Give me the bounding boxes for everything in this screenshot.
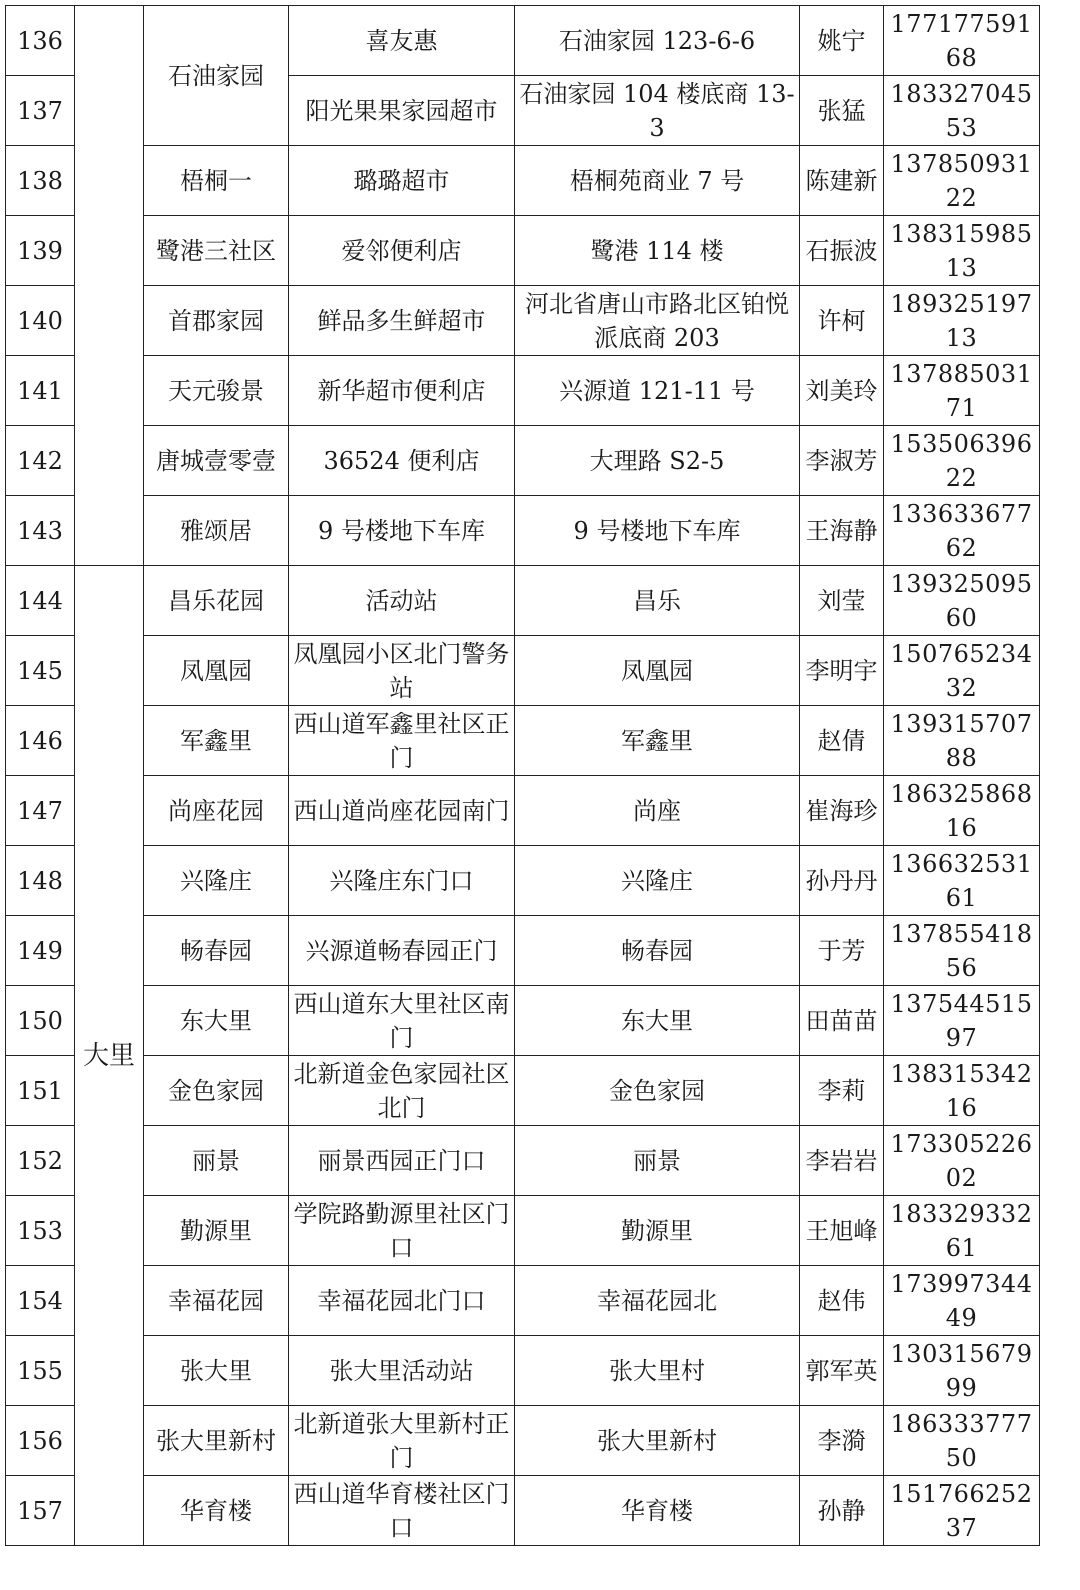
- site-cell: 张大里活动站: [289, 1336, 515, 1406]
- phone-cell: 13663253161: [884, 846, 1040, 916]
- phone-cell: 15176625237: [884, 1476, 1040, 1546]
- table-row: [6, 286, 1040, 356]
- table-row: [6, 426, 1040, 496]
- contact-name-cell: 刘美玲: [800, 356, 884, 426]
- contact-name-cell: 石振波: [800, 216, 884, 286]
- address-cell: 丽景: [515, 1126, 800, 1196]
- community-cell: 鹭港三社区: [144, 216, 289, 286]
- row-number-cell: 153: [6, 1196, 75, 1266]
- table-row: [6, 846, 1040, 916]
- table-row: [6, 916, 1040, 986]
- area-cell: [75, 6, 144, 566]
- table-row: [6, 776, 1040, 846]
- table-row: [6, 1336, 1040, 1406]
- contact-name-cell: 李漪: [800, 1406, 884, 1476]
- community-cell: 首郡家园: [144, 286, 289, 356]
- contact-name-cell: 孙静: [800, 1476, 884, 1546]
- document-page: [5, 5, 1040, 1546]
- row-number-cell: 150: [6, 986, 75, 1056]
- address-cell: 昌乐: [515, 566, 800, 636]
- area-cell: 大里: [75, 566, 144, 1546]
- row-number-cell: 157: [6, 1476, 75, 1546]
- address-cell: 石油家园 104 楼底商 13-3: [515, 76, 800, 146]
- contact-name-cell: 王海静: [800, 496, 884, 566]
- site-cell: 爱邻便利店: [289, 216, 515, 286]
- community-cell: 丽景: [144, 1126, 289, 1196]
- contact-name-cell: 王旭峰: [800, 1196, 884, 1266]
- site-cell: 新华超市便利店: [289, 356, 515, 426]
- row-number-cell: 144: [6, 566, 75, 636]
- community-cell: 天元骏景: [144, 356, 289, 426]
- table-row: [6, 6, 1040, 76]
- site-cell: 北新道金色家园社区北门: [289, 1056, 515, 1126]
- community-cell: 昌乐花园: [144, 566, 289, 636]
- community-cell: 华育楼: [144, 1476, 289, 1546]
- table-row: [6, 1196, 1040, 1266]
- site-cell: 活动站: [289, 566, 515, 636]
- contact-name-cell: 陈建新: [800, 146, 884, 216]
- address-cell: 金色家园: [515, 1056, 800, 1126]
- row-number-cell: 137: [6, 76, 75, 146]
- address-cell: 军鑫里: [515, 706, 800, 776]
- table-row: [6, 356, 1040, 426]
- contact-name-cell: 李莉: [800, 1056, 884, 1126]
- community-cell: 畅春园: [144, 916, 289, 986]
- table-row: [6, 146, 1040, 216]
- phone-cell: 18633377750: [884, 1406, 1040, 1476]
- site-cell: 璐璐超市: [289, 146, 515, 216]
- row-number-cell: 147: [6, 776, 75, 846]
- table-row: [6, 1406, 1040, 1476]
- contact-name-cell: 崔海珍: [800, 776, 884, 846]
- site-table: [5, 5, 1040, 1546]
- row-number-cell: 155: [6, 1336, 75, 1406]
- address-cell: 张大里村: [515, 1336, 800, 1406]
- row-number-cell: 142: [6, 426, 75, 496]
- row-number-cell: 154: [6, 1266, 75, 1336]
- site-cell: 36524 便利店: [289, 426, 515, 496]
- contact-name-cell: 田苗苗: [800, 986, 884, 1056]
- address-cell: 鹭港 114 楼: [515, 216, 800, 286]
- address-cell: 凤凰园: [515, 636, 800, 706]
- table-row: [6, 706, 1040, 776]
- contact-name-cell: 姚宁: [800, 6, 884, 76]
- community-cell: 石油家园: [144, 6, 289, 146]
- phone-cell: 13754451597: [884, 986, 1040, 1056]
- site-cell: 西山道华育楼社区门口: [289, 1476, 515, 1546]
- phone-cell: 13788503171: [884, 356, 1040, 426]
- row-number-cell: 136: [6, 6, 75, 76]
- phone-cell: 15076523432: [884, 636, 1040, 706]
- contact-name-cell: 许柯: [800, 286, 884, 356]
- address-cell: 兴源道 121-11 号: [515, 356, 800, 426]
- table-row: [6, 496, 1040, 566]
- contact-name-cell: 孙丹丹: [800, 846, 884, 916]
- site-cell: 西山道东大里社区南门: [289, 986, 515, 1056]
- table-row: [6, 1126, 1040, 1196]
- site-cell: 兴源道畅春园正门: [289, 916, 515, 986]
- community-cell: 唐城壹零壹: [144, 426, 289, 496]
- phone-cell: 18932519713: [884, 286, 1040, 356]
- contact-name-cell: 于芳: [800, 916, 884, 986]
- row-number-cell: 141: [6, 356, 75, 426]
- phone-cell: 18332704553: [884, 76, 1040, 146]
- table-row: [6, 1476, 1040, 1546]
- phone-cell: 17717759168: [884, 6, 1040, 76]
- phone-cell: 17330522602: [884, 1126, 1040, 1196]
- site-cell: 阳光果果家园超市: [289, 76, 515, 146]
- phone-cell: 13785093122: [884, 146, 1040, 216]
- table-row: [6, 986, 1040, 1056]
- address-cell: 幸福花园北: [515, 1266, 800, 1336]
- phone-cell: 13932509560: [884, 566, 1040, 636]
- community-cell: 东大里: [144, 986, 289, 1056]
- contact-name-cell: 赵伟: [800, 1266, 884, 1336]
- row-number-cell: 139: [6, 216, 75, 286]
- contact-name-cell: 李明宇: [800, 636, 884, 706]
- site-cell: 鲜品多生鲜超市: [289, 286, 515, 356]
- address-cell: 张大里新村: [515, 1406, 800, 1476]
- site-cell: 丽景西园正门口: [289, 1126, 515, 1196]
- row-number-cell: 156: [6, 1406, 75, 1476]
- table-row: [6, 566, 1040, 636]
- address-cell: 兴隆庄: [515, 846, 800, 916]
- community-cell: 兴隆庄: [144, 846, 289, 916]
- community-cell: 梧桐一: [144, 146, 289, 216]
- community-cell: 勤源里: [144, 1196, 289, 1266]
- site-cell: 学院路勤源里社区门口: [289, 1196, 515, 1266]
- row-number-cell: 151: [6, 1056, 75, 1126]
- community-cell: 尚座花园: [144, 776, 289, 846]
- contact-name-cell: 张猛: [800, 76, 884, 146]
- site-cell: 西山道尚座花园南门: [289, 776, 515, 846]
- address-cell: 华育楼: [515, 1476, 800, 1546]
- phone-cell: 13785541856: [884, 916, 1040, 986]
- address-cell: 畅春园: [515, 916, 800, 986]
- row-number-cell: 146: [6, 706, 75, 776]
- row-number-cell: 143: [6, 496, 75, 566]
- community-cell: 金色家园: [144, 1056, 289, 1126]
- address-cell: 尚座: [515, 776, 800, 846]
- community-cell: 幸福花园: [144, 1266, 289, 1336]
- phone-cell: 17399734449: [884, 1266, 1040, 1336]
- community-cell: 军鑫里: [144, 706, 289, 776]
- phone-cell: 13831534216: [884, 1056, 1040, 1126]
- table-row: [6, 1266, 1040, 1336]
- row-number-cell: 138: [6, 146, 75, 216]
- table-row: [6, 1056, 1040, 1126]
- site-cell: 北新道张大里新村正门: [289, 1406, 515, 1476]
- site-cell: 喜友惠: [289, 6, 515, 76]
- phone-cell: 13831598513: [884, 216, 1040, 286]
- address-cell: 河北省唐山市路北区铂悦派底商 203: [515, 286, 800, 356]
- phone-cell: 18632586816: [884, 776, 1040, 846]
- phone-cell: 13031567999: [884, 1336, 1040, 1406]
- phone-cell: 18332933261: [884, 1196, 1040, 1266]
- contact-name-cell: 李岩岩: [800, 1126, 884, 1196]
- site-cell: 西山道军鑫里社区正门: [289, 706, 515, 776]
- site-cell: 9 号楼地下车库: [289, 496, 515, 566]
- address-cell: 勤源里: [515, 1196, 800, 1266]
- community-cell: 凤凰园: [144, 636, 289, 706]
- contact-name-cell: 刘莹: [800, 566, 884, 636]
- phone-cell: 13931570788: [884, 706, 1040, 776]
- address-cell: 9 号楼地下车库: [515, 496, 800, 566]
- site-cell: 兴隆庄东门口: [289, 846, 515, 916]
- row-number-cell: 145: [6, 636, 75, 706]
- address-cell: 东大里: [515, 986, 800, 1056]
- row-number-cell: 152: [6, 1126, 75, 1196]
- phone-cell: 13363367762: [884, 496, 1040, 566]
- site-cell: 凤凰园小区北门警务站: [289, 636, 515, 706]
- address-cell: 梧桐苑商业 7 号: [515, 146, 800, 216]
- row-number-cell: 140: [6, 286, 75, 356]
- contact-name-cell: 郭军英: [800, 1336, 884, 1406]
- phone-cell: 15350639622: [884, 426, 1040, 496]
- row-number-cell: 148: [6, 846, 75, 916]
- site-cell: 幸福花园北门口: [289, 1266, 515, 1336]
- community-cell: 张大里新村: [144, 1406, 289, 1476]
- contact-name-cell: 李淑芳: [800, 426, 884, 496]
- address-cell: 大理路 S2-5: [515, 426, 800, 496]
- community-cell: 张大里: [144, 1336, 289, 1406]
- row-number-cell: 149: [6, 916, 75, 986]
- table-row: [6, 216, 1040, 286]
- address-cell: 石油家园 123-6-6: [515, 6, 800, 76]
- table-row: [6, 636, 1040, 706]
- community-cell: 雅颂居: [144, 496, 289, 566]
- contact-name-cell: 赵倩: [800, 706, 884, 776]
